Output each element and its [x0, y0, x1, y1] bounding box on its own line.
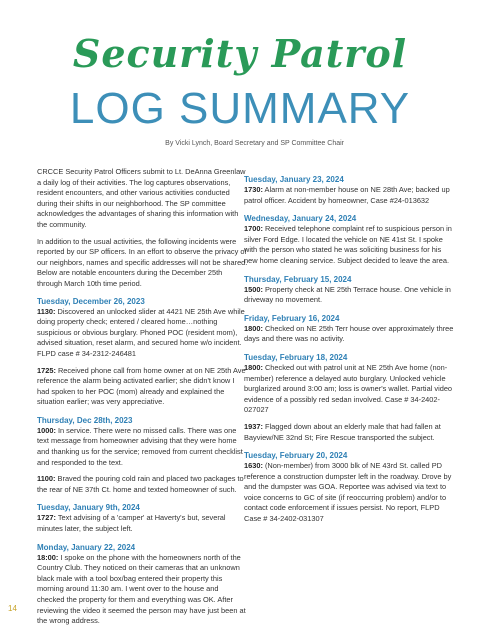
entry-text: Checked on NE 25th Terr house over approximately three days and there was no activity.: [244, 323, 454, 344]
log-summary-title: LOG SUMMARY: [69, 84, 411, 133]
entry-time: 1730:: [244, 185, 263, 194]
intro-paragraph-2: In addition to the usual activities, the following incidents were reported by our SP officers. In an effort to observe the privacy of our neighbors, names and specific addresses will not be shared. Below are notable encounters during the December 25th through March 10th time period.: [37, 236, 248, 288]
right-column: [244, 174, 456, 532]
entry-text: Flagged down about an elderly male that had fallen at Bayview/NE 32nd St; Fire Rescue transported the subject.: [244, 421, 441, 442]
entry-time: 1500:: [244, 284, 263, 294]
entry-time: 1100:: [37, 474, 56, 484]
entry-item: [244, 324, 456, 345]
log-entry: [244, 313, 456, 345]
left-column: [37, 167, 248, 634]
entry-time: 1700:: [244, 224, 263, 234]
entry-time: 1630:: [244, 461, 263, 471]
log-entry: [37, 502, 248, 534]
entry-date: Friday, February 16, 2024: [244, 313, 340, 323]
entry-item: [244, 224, 456, 266]
entry-date: Tuesday, December 26, 2023: [37, 296, 145, 306]
entry-text: Received telephone complaint ref to suspicious person in silver Ford Edge. I located the vehicle on NE 41st St. I spoke with the person who stated he was soliciting business for his new home cleaning service. Subject decided to leave the area.: [244, 224, 452, 265]
entry-date: Tuesday, February 20, 2024: [244, 451, 348, 461]
script-title: Security Patrol: [72, 31, 408, 76]
entry-text: Received phone call from home owner at on NE 25th Ave reference the alarm being activated earlier; she didn't know I had spoken to her POC (mom) already and explained the situation earlier; was very appreciative.: [37, 365, 246, 407]
entry-text: In service. There were no missed calls. There was one text message from homeowner advising that they were home and thanking us for the service; removed from current checklist and responded to the text.: [37, 425, 243, 467]
byline: By Vicki Lynch, Board Secretary and SP Committee Chair: [165, 140, 344, 147]
entry-item: [244, 363, 456, 416]
entry-item: [37, 513, 248, 534]
log-entry: [244, 352, 456, 443]
entry-date: Monday, January 22, 2024: [37, 542, 136, 552]
entry-time: 1000:: [37, 425, 56, 435]
entry-text: I spoke on the phone with the homeowners north of the Country Club. They noticed on their cameras that an unknown black male with a tool box/bag entered their property this morning around 11:30 am. I went over to the house and checked the property for them and everything was OK. After reviewing the video it seemed the person may have just been at the wrong address.: [37, 552, 246, 626]
entry-time: 1937:: [244, 421, 263, 431]
log-entry: [37, 415, 248, 496]
entry-time: 1800:: [244, 323, 263, 333]
entry-text: Text advising of a 'camper' at Haverty's but, several minutes later, the subject left.: [37, 513, 226, 534]
entry-item: [244, 185, 456, 206]
entry-date: Tuesday, January 23, 2024: [244, 175, 344, 184]
entry-text: Discovered an unlocked slider at 4421 NE 25th Ave while doing property check; entered / cleared home…nothing suspicious or obvious burglary. Phoned POC (resident mom), advised situation, reset alarm, and secured home w/o incident. FLPD case # 34-2312-246481: [37, 306, 245, 358]
entry-date: Thursday, February 15, 2024: [244, 274, 352, 284]
entry-text: Checked out with patrol unit at NE 25th Ave home (non-member) reference a delayed auto burglary. Unlocked vehicle burglarized around 3:00 am; loss is owner's wallet. Partial video evidence of a possibly red sedan involved. Case # 34-2402-027027: [244, 362, 453, 415]
entry-item: [37, 474, 248, 495]
entry-date: Tuesday, February 18, 2024: [244, 352, 348, 362]
log-entry: [244, 450, 456, 525]
entry-item: [244, 285, 456, 306]
entry-time: 1800:: [244, 362, 263, 372]
page-number: 14: [8, 604, 17, 613]
entry-item: [244, 461, 456, 525]
entry-time: 1725:: [37, 365, 56, 375]
entry-item: [37, 307, 248, 360]
log-entry: [244, 213, 456, 266]
entry-date: Tuesday, January 9th, 2024: [37, 503, 140, 513]
entry-date: Thursday, Dec 28th, 2023: [37, 415, 133, 425]
entry-text: (Non-member) from 3000 blk of NE 43rd St. called PD reference a construction dumpster left in the roadway. Drove by and the dumpster was GOA. Reportee was advised via text to voice concerns to GC of site (if reoccurring problem) and/or to contact code enforcement if issues persist. No report, FLPD Case # 34-2402-031307: [244, 461, 452, 524]
entry-time: 1727:: [37, 513, 56, 523]
entry-item: [244, 422, 456, 443]
log-entry: [244, 274, 456, 306]
log-entry: [244, 174, 456, 206]
entry-text: Braved the pouring cold rain and placed two packages to the rear of NE 37th Ct. home and texted homeowner of such.: [37, 474, 244, 494]
entry-item: [37, 366, 248, 408]
intro-paragraph-1: CRCCE Security Patrol Officers submit to Lt. DeAnna Greenlaw a daily log of their activities. The log captures observations, resident encounters, and other various activities conducted during their shifts in our neighborhood. The SP committee acknowledges the advantages of sharing this information with the community.: [37, 167, 246, 229]
entry-date: Wednesday, January 24, 2024: [244, 214, 357, 224]
entry-item: [37, 426, 248, 468]
entry-text: Alarm at non-member house on NE 28th Ave; backed up patrol officer. Accident by homeowner, Case #24-013632: [244, 185, 450, 205]
entry-text: Property check at NE 25th Terrace house. One vehicle in driveway no movement.: [244, 284, 451, 305]
entry-item: [37, 553, 248, 627]
entry-time: 1130:: [37, 306, 56, 316]
log-entry: [37, 296, 248, 408]
entry-time: 18:00:: [37, 552, 59, 562]
log-entry: [37, 542, 248, 627]
